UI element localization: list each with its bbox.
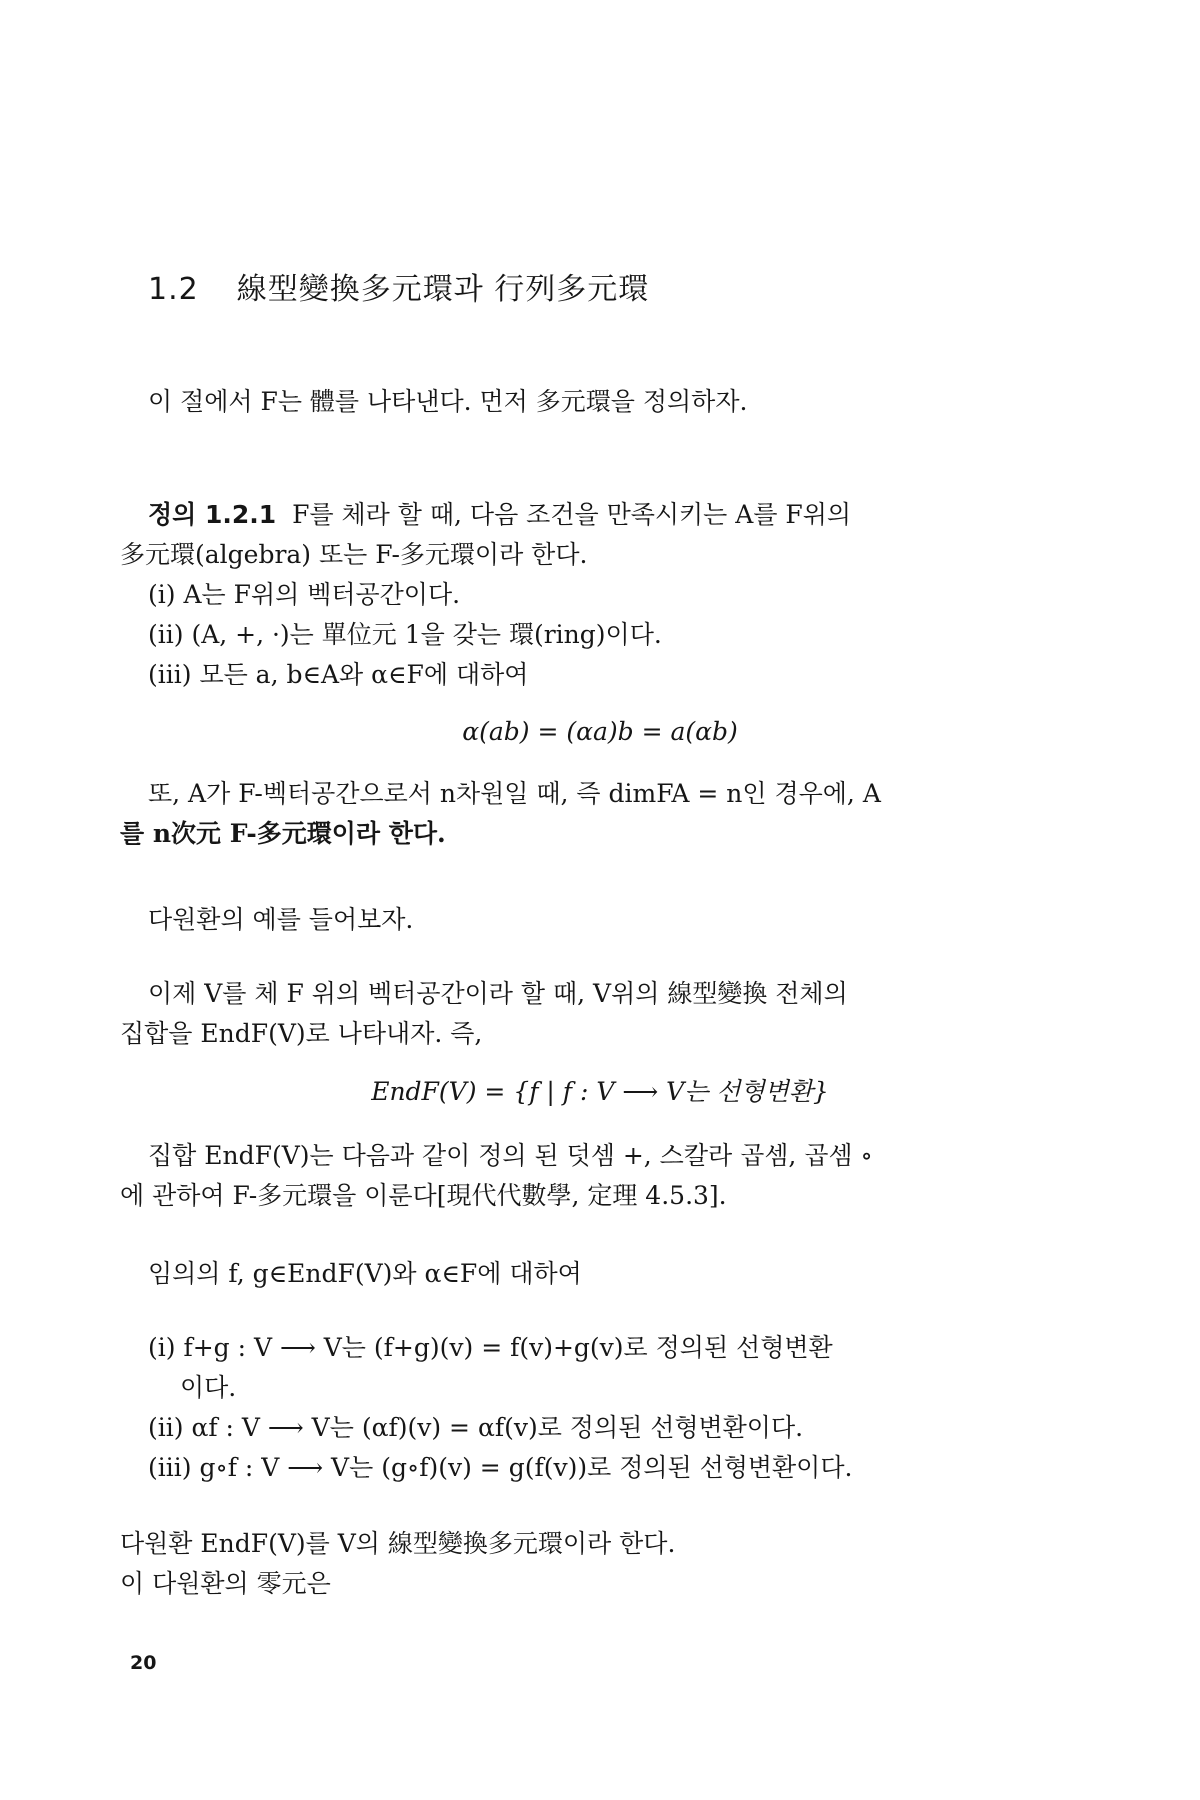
- definition-item-1: (i) A는 F위의 벡터공간이다.: [148, 580, 461, 609]
- ops-intro: 임의의 f, g∈EndF(V)와 α∈F에 대하여: [148, 1259, 582, 1288]
- endo-line-4: 에 관하여 F-多元環을 이룬다[現代代數學, 定理 4.5.3].: [120, 1181, 727, 1210]
- conclusion-line-2: 이 다원환의 零元은: [120, 1569, 331, 1598]
- endo-line-1: 이제 V를 체 F 위의 벡터공간이라 할 때, V위의 線型變換 전체의: [148, 979, 848, 1008]
- section-number: 1.2: [148, 272, 199, 307]
- ops-item-3: (iii) g∘f : V ⟶ V는 (g∘f)(v) = g(f(v))로 정의된 선형변환이다.: [148, 1453, 853, 1482]
- page-number: 20: [130, 1652, 157, 1674]
- definition-note-2: 를 n次元 F-多元環이라 한다.: [120, 819, 446, 848]
- definition-text-1: F를 체라 할 때, 다음 조건을 만족시키는 A를 F위의: [292, 500, 852, 529]
- ops-item-2: (ii) αf : V ⟶ V는 (αf)(v) = αf(v)로 정의된 선형변환이다.: [148, 1413, 804, 1442]
- intro-paragraph: 이 절에서 F는 體를 나타낸다. 먼저 多元環을 정의하자.: [148, 387, 748, 416]
- definition-item-2: (ii) (A, +, ·)는 單位元 1을 갖는 環(ring)이다.: [148, 620, 662, 649]
- conclusion-line-1: 다원환 EndF(V)를 V의 線型變換多元環이라 한다.: [120, 1529, 676, 1558]
- ops-item-1-cont: 이다.: [180, 1373, 237, 1402]
- definition-formula: α(ab) = (αa)b = a(αb): [462, 717, 738, 746]
- definition-item-3: (iii) 모든 a, b∈A와 α∈F에 대하여: [148, 660, 529, 689]
- section-title: 線型變換多元環과 行列多元環: [236, 272, 650, 307]
- definition-line-1: [148, 498, 851, 532]
- example-intro: 다원환의 예를 들어보자.: [148, 905, 414, 934]
- definition-note-1: 또, A가 F-벡터공간으로서 n차원일 때, 즉 dimFA = n인 경우에, A: [148, 779, 881, 808]
- ops-item-1: (i) f+g : V ⟶ V는 (f+g)(v) = f(v)+g(v)로 정의된 선형변환: [148, 1333, 833, 1362]
- endo-formula: EndF(V) = {f | f : V ⟶ V는 선형변환}: [371, 1077, 829, 1106]
- section-heading: [148, 270, 649, 310]
- definition-line-2: 多元環(algebra) 또는 F-多元環이라 한다.: [120, 540, 588, 569]
- definition-label: 정의 1.2.1: [148, 500, 277, 529]
- endo-line-3: 집합 EndF(V)는 다음과 같이 정의 된 덧셈 +, 스칼라 곱셈, 곱셈 ∘: [148, 1141, 873, 1170]
- endo-line-2: 집합을 EndF(V)로 나타내자. 즉,: [120, 1019, 483, 1048]
